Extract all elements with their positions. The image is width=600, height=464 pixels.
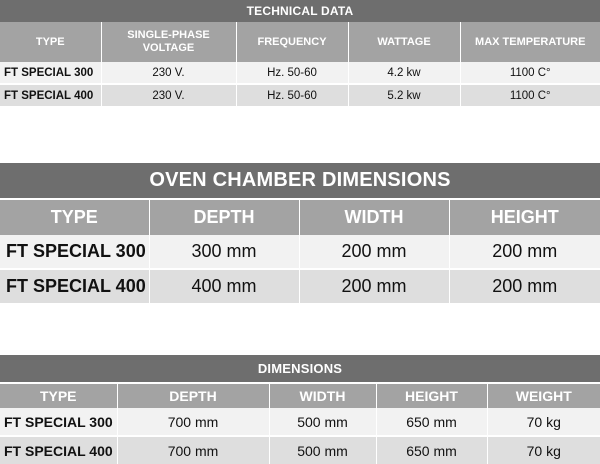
table-cell: 1100 C° (460, 62, 600, 84)
technical-data-title: TECHNICAL DATA (0, 0, 600, 22)
table-cell: FT SPECIAL 300 (0, 235, 149, 269)
table-cell: 650 mm (376, 408, 487, 436)
table-row (0, 84, 600, 106)
column-header: WEIGHT (487, 383, 600, 408)
table-cell: 4.2 kw (348, 62, 460, 84)
table-cell: FT SPECIAL 300 (0, 62, 101, 84)
table-cell: 700 mm (117, 436, 269, 464)
header-row (0, 383, 600, 408)
table-cell: 230 V. (101, 84, 236, 106)
table-cell: 700 mm (117, 408, 269, 436)
column-header: HEIGHT (449, 199, 600, 235)
column-header: DEPTH (117, 383, 269, 408)
table-row (0, 235, 600, 269)
technical-data-table (0, 0, 600, 106)
table-cell: 5.2 kw (348, 84, 460, 106)
table-cell: FT SPECIAL 400 (0, 436, 117, 464)
table-cell: 500 mm (269, 436, 376, 464)
table-cell: 500 mm (269, 408, 376, 436)
technical-data-grid (0, 22, 600, 106)
table-cell: FT SPECIAL 400 (0, 269, 149, 303)
table-cell: 200 mm (299, 235, 449, 269)
oven-chamber-title: OVEN CHAMBER DIMENSIONS (0, 163, 600, 198)
table-cell: FT SPECIAL 300 (0, 408, 117, 436)
table-row (0, 269, 600, 303)
table-cell: Hz. 50-60 (236, 84, 348, 106)
table-cell: 200 mm (449, 235, 600, 269)
dimensions-table (0, 355, 600, 464)
table-cell: 400 mm (149, 269, 299, 303)
oven-chamber-grid (0, 198, 600, 303)
column-header: HEIGHT (376, 383, 487, 408)
column-header: WIDTH (299, 199, 449, 235)
oven-chamber-table (0, 163, 600, 303)
column-header: TYPE (0, 383, 117, 408)
table-row (0, 436, 600, 464)
column-header: MAX TEMPERATURE (460, 22, 600, 62)
table-cell: 650 mm (376, 436, 487, 464)
column-header: WIDTH (269, 383, 376, 408)
column-header: DEPTH (149, 199, 299, 235)
table-cell: 70 kg (487, 436, 600, 464)
table-cell: 70 kg (487, 408, 600, 436)
header-row (0, 199, 600, 235)
table-cell: FT SPECIAL 400 (0, 84, 101, 106)
header-row (0, 22, 600, 62)
dimensions-title: DIMENSIONS (0, 355, 600, 382)
table-cell: 200 mm (449, 269, 600, 303)
table-cell: Hz. 50-60 (236, 62, 348, 84)
table-row (0, 408, 600, 436)
table-cell: 1100 C° (460, 84, 600, 106)
table-cell: 200 mm (299, 269, 449, 303)
column-header: FREQUENCY (236, 22, 348, 62)
table-cell: 230 V. (101, 62, 236, 84)
column-header: TYPE (0, 199, 149, 235)
column-header: SINGLE-PHASE VOLTAGE (101, 22, 236, 62)
table-cell: 300 mm (149, 235, 299, 269)
dimensions-grid (0, 382, 600, 464)
column-header: WATTAGE (348, 22, 460, 62)
table-row (0, 62, 600, 84)
column-header: TYPE (0, 22, 101, 62)
